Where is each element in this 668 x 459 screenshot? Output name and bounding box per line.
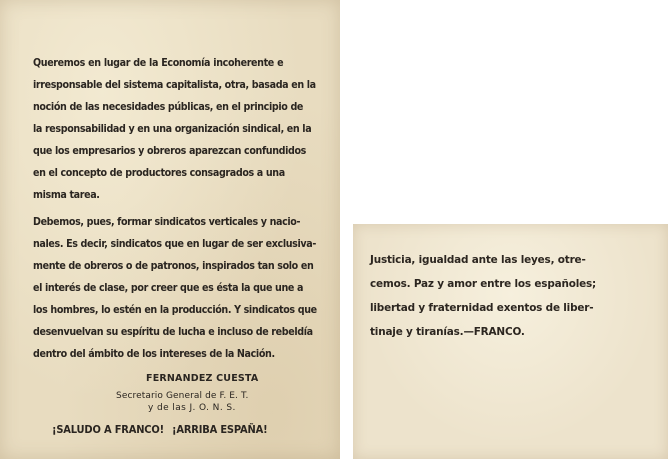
text-line: irresponsable del sistema capitalista, otra, basada en la xyxy=(33,79,316,91)
slogan-arriba: ¡ARRIBA ESPAÑA! xyxy=(172,423,268,436)
quote-line: libertad y fraternidad exentos de liber- xyxy=(370,301,594,314)
signature-name: FERNANDEZ CUESTA xyxy=(146,373,259,384)
quote-line: cemos. Paz y amor entre los españoles; xyxy=(370,277,597,290)
text-line: Queremos en lugar de la Economía incoherente e xyxy=(33,57,284,69)
franco-quote xyxy=(370,248,619,344)
text-line: la responsabilidad y en una organización sindical, en la xyxy=(33,123,312,135)
text-line: dentro del ámbito de los intereses de la Nación. xyxy=(33,348,275,360)
text-line: el interés de clase, por creer que es ésta la que une a xyxy=(33,282,304,294)
paragraph-economia xyxy=(33,52,316,206)
text-line: noción de las necesidades públicas, en el principio de xyxy=(33,101,304,113)
text-line: mente de obreros o de patronos, inspirados tan solo en xyxy=(33,260,314,272)
text-line: desenvuelvan su espíritu de lucha e incluso de rebeldía xyxy=(33,326,313,338)
text-line: los hombres, lo estén en la producción. Y sindicatos que xyxy=(33,304,317,316)
slogan-saludo: ¡SALUDO A FRANCO! xyxy=(52,423,164,436)
signature-title: y de las J. O. N. S. xyxy=(148,403,236,413)
text-line: nales. Es decir, sindicatos que en lugar de ser exclusiva- xyxy=(33,238,316,250)
signature-title: Secretario General de F. E. T. xyxy=(116,391,249,401)
paragraph-sindicatos xyxy=(33,211,317,365)
quote-line: tinaje y tiranías.—FRANCO. xyxy=(370,325,525,338)
text-line: misma tarea. xyxy=(33,189,100,201)
text-line: que los empresarios y obreros aparezcan confundidos xyxy=(33,145,307,157)
text-line: en el concepto de productores consagrados a una xyxy=(33,167,285,179)
text-line: Debemos, pues, formar sindicatos verticales y nacio- xyxy=(33,216,301,228)
quote-line: Justicia, igualdad ante las leyes, otre- xyxy=(370,253,586,266)
